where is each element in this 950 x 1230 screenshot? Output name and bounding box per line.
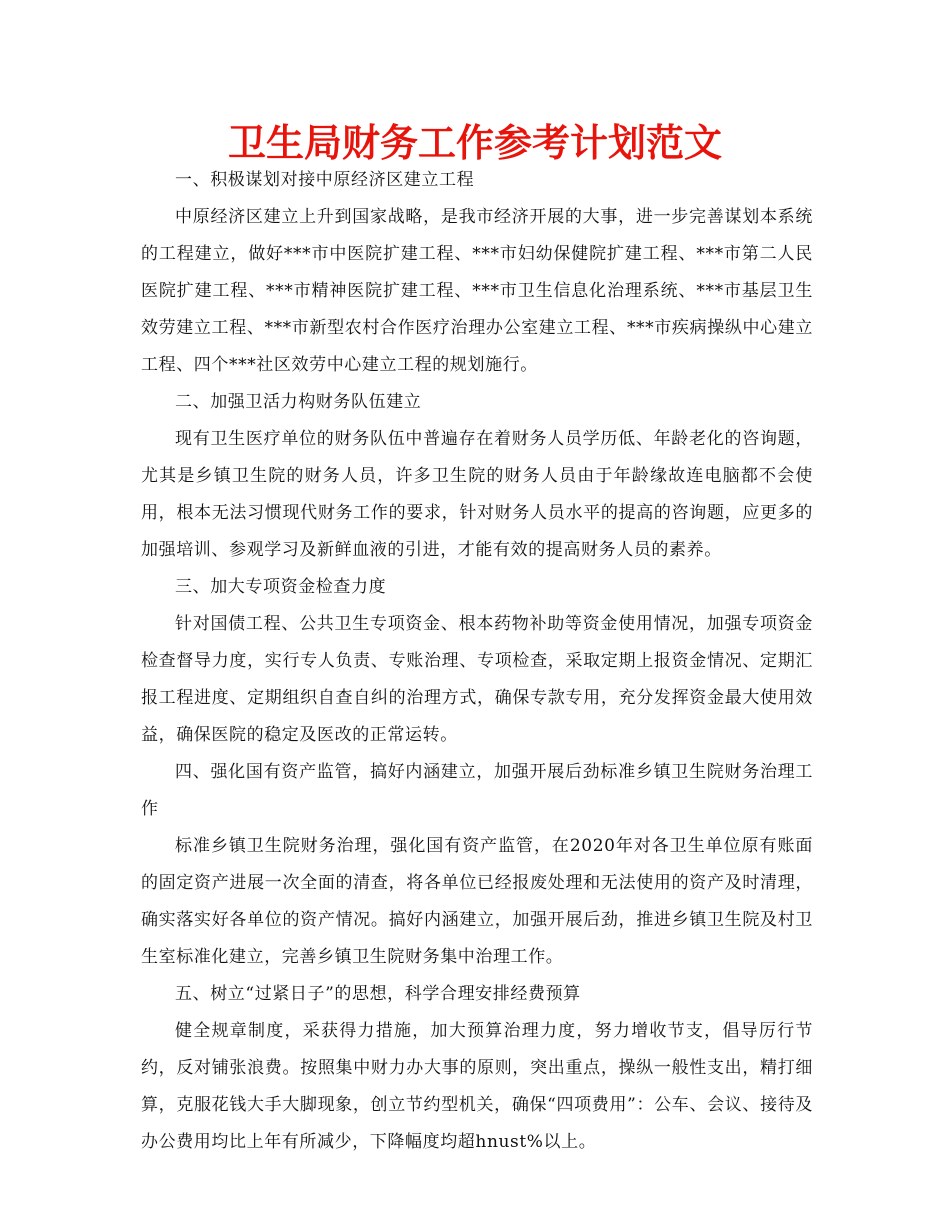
section-heading: 一、积极谋划对接中原经济区建立工程 <box>175 170 475 190</box>
document-title: 卫生局财务工作参考计划范文 <box>227 121 722 165</box>
section-paragraph: 中原经济区建立上升到国家战略，是我市经济开展的大事，进一步完善谋划本系统的工程建立，做好***市中医院扩建工程、***市妇幼保健院扩建工程、***市第二人民医院扩建工程、***市精神医院扩建工程、***市卫生信息化治理系统、***市基层卫生效劳建立工程、***市新型农村合作医疗治理办公室建立工程、***市疾病操纵中心建立工程、四个***社区效劳中心建立工程的规划施行。 <box>141 207 813 375</box>
section-heading: 三、加大专项资金检查力度 <box>175 577 387 597</box>
section-paragraph: 标准乡镇卫生院财务治理，强化国有资产监管，在2020年对各卫生单位原有账面的固定资产进展一次全面的清查，将各单位已经报废处理和无法使用的资产及时清理，确实落实好各单位的资产情况。搞好内涵建立，加强开展后劲，推进乡镇卫生院及村卫生室标准化建立，完善乡镇卫生院财务集中治理工作。 <box>141 836 813 967</box>
section-heading: 二、加强卫活力构财务队伍建立 <box>175 392 422 412</box>
section-heading: 五、树立“过紧日子”的思想，科学合理安排经费预算 <box>175 984 581 1004</box>
section-paragraph: 现有卫生医疗单位的财务队伍中普遍存在着财务人员学历低、年龄老化的咨询题，尤其是乡镇卫生院的财务人员，许多卫生院的财务人员由于年龄缘故连电脑都不会使用，根本无法习惯现代财务工作的要求，针对财务人员水平的提高的咨询题，应更多的加强培训、参观学习及新鲜血液的引进，才能有效的提高财务人员的素养。 <box>141 429 813 560</box>
section-paragraph: 健全规章制度，采获得力措施，加大预算治理力度，努力增收节支，倡导厉行节约，反对铺张浪费。按照集中财力办大事的原则，突出重点，操纵一般性支出，精打细算，克服花钱大手大脚现象，创立节约型机关，确保“四项费用”：公车、会议、接待及办公费用均比上年有所减少，下降幅度均超hnust%以上。 <box>141 1021 813 1152</box>
section-heading: 四、强化国有资产监管，搞好内涵建立，加强开展后劲标准乡镇卫生院财务治理工作 <box>141 762 813 819</box>
document-body <box>141 162 813 1161</box>
section-paragraph: 针对国债工程、公共卫生专项资金、根本药物补助等资金使用情况，加强专项资金检查督导力度，实行专人负责、专账治理、专项检查，采取定期上报资金情况、定期汇报工程进度、定期组织自查自纠的治理方式，确保专款专用，充分发挥资金最大使用效益，确保医院的稳定及医改的正常运转。 <box>141 614 813 745</box>
